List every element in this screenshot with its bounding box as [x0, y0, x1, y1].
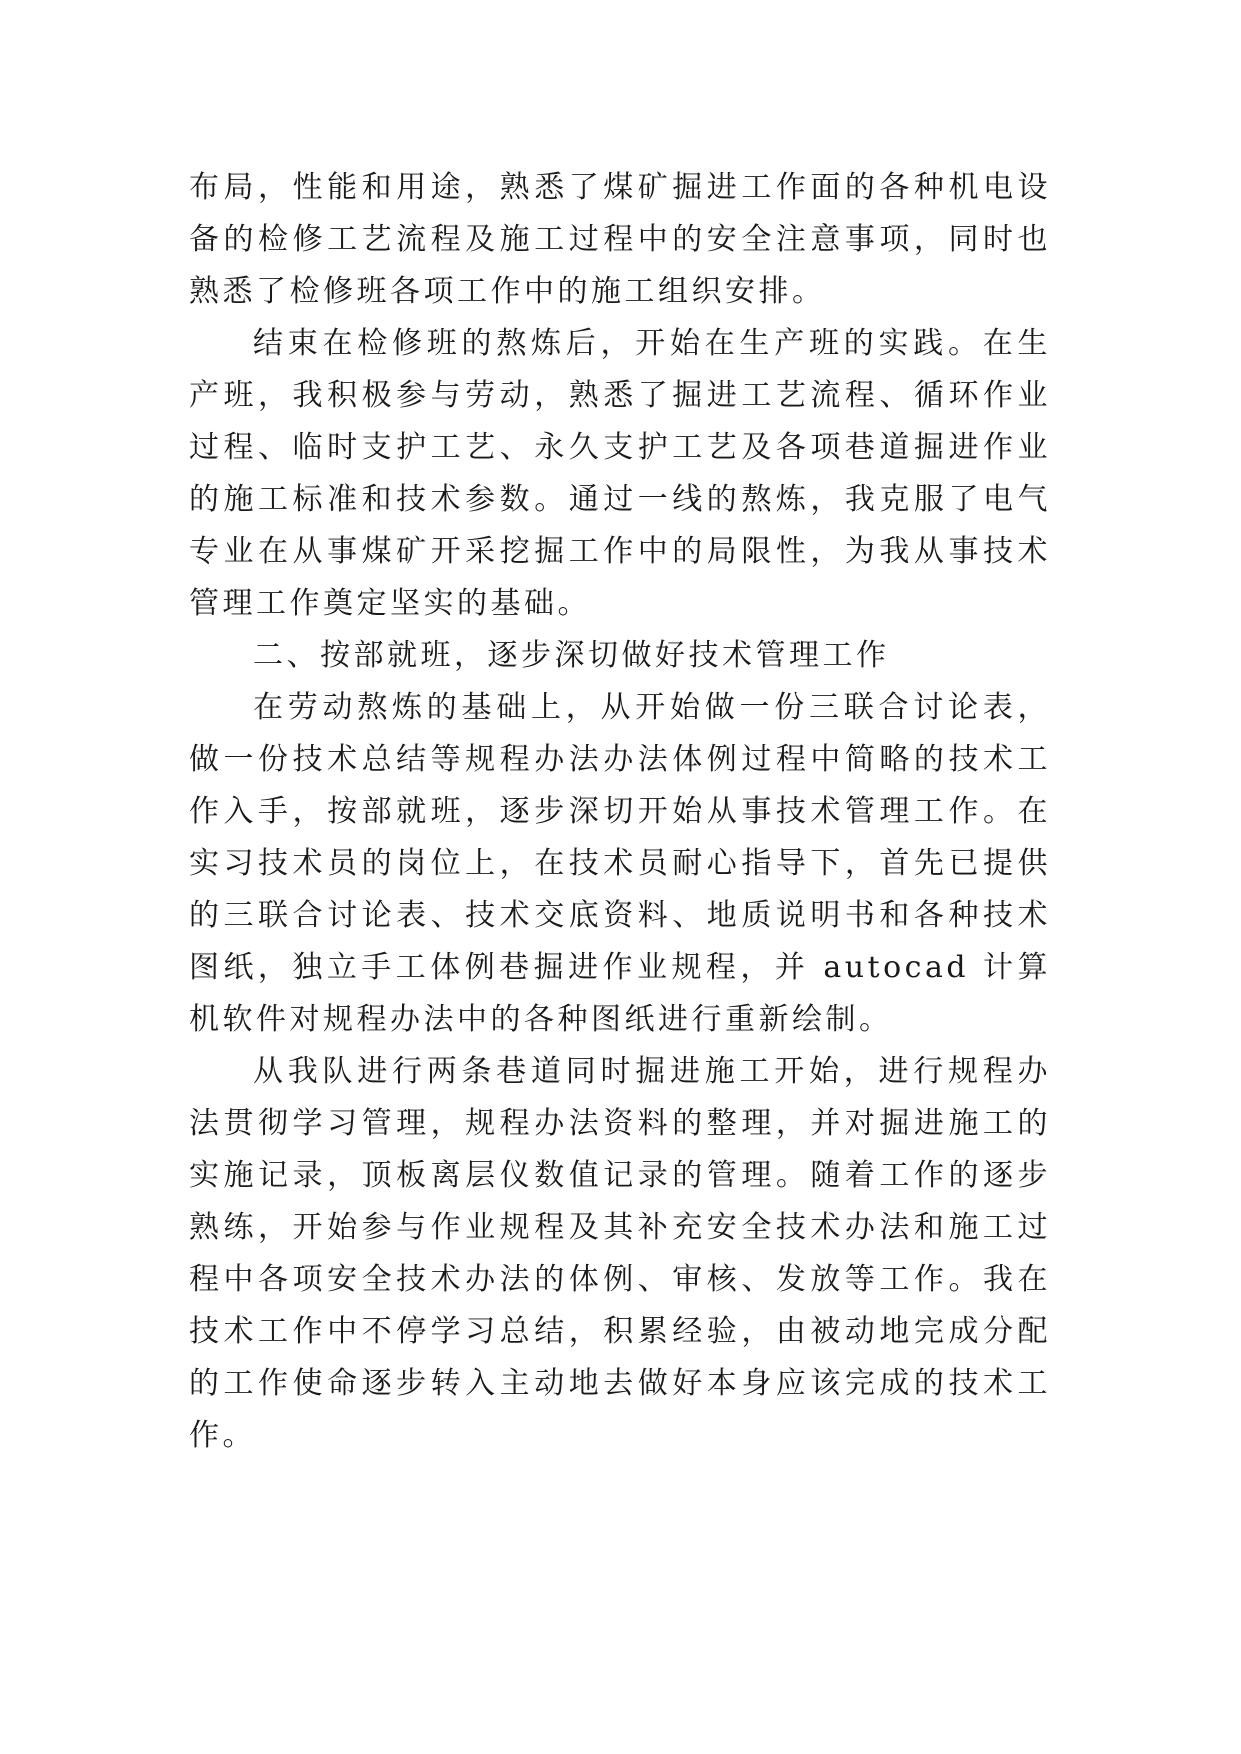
paragraph-production-shift: 结束在检修班的熬炼后，开始在生产班的实践。在生产班，我积极参与劳动，熟悉了掘进工艺流程、循环作业过程、临时支护工艺、永久支护工艺及各项巷道掘进作业的施工标准和技术参数。通过一线的熬炼，我克服了电气专业在从事煤矿开采挖掘工作中的局限性，为我从事技术管理工作奠定坚实的基础。 [189, 326, 1051, 621]
body-text [189, 162, 1051, 1462]
section-heading: 二、按部就班，逐步深切做好技术管理工作 [253, 638, 890, 673]
paragraph-technical-work: 在劳动熬炼的基础上，从开始做一份三联合讨论表，做一份技术总结等规程办法办法体例过程中简略的技术工作入手，按部就班，逐步深切开始从事技术管理工作。在实习技术员的岗位上，在技术员耐心指导下，首先已提供的三联合讨论表、技术交底资料、地质说明书和各种技术图纸，独立手工体例巷掘进作业规程，并 autocad 计算机软件对规程办法中的各种图纸进行重新绘制。 [189, 690, 1051, 1037]
paragraph-dual-tunnel: 从我队进行两条巷道同时掘进施工开始，进行规程办法贯彻学习管理，规程办法资料的整理，并对掘进施工的实施记录，顶板离层仪数值记录的管理。随着工作的逐步熟练，开始参与作业规程及其补充安全技术办法和施工过程中各项安全技术办法的体例、审核、发放等工作。我在技术工作中不停学习总结，积累经验，由被动地完成分配的工作使命逐步转入主动地去做好本身应该完成的技术工作。 [189, 1054, 1051, 1453]
paragraph-continuation: 布局，性能和用途，熟悉了煤矿掘进工作面的各种机电设备的检修工艺流程及施工过程中的安全注意事项，同时也熟悉了检修班各项工作中的施工组织安排。 [189, 170, 1051, 309]
